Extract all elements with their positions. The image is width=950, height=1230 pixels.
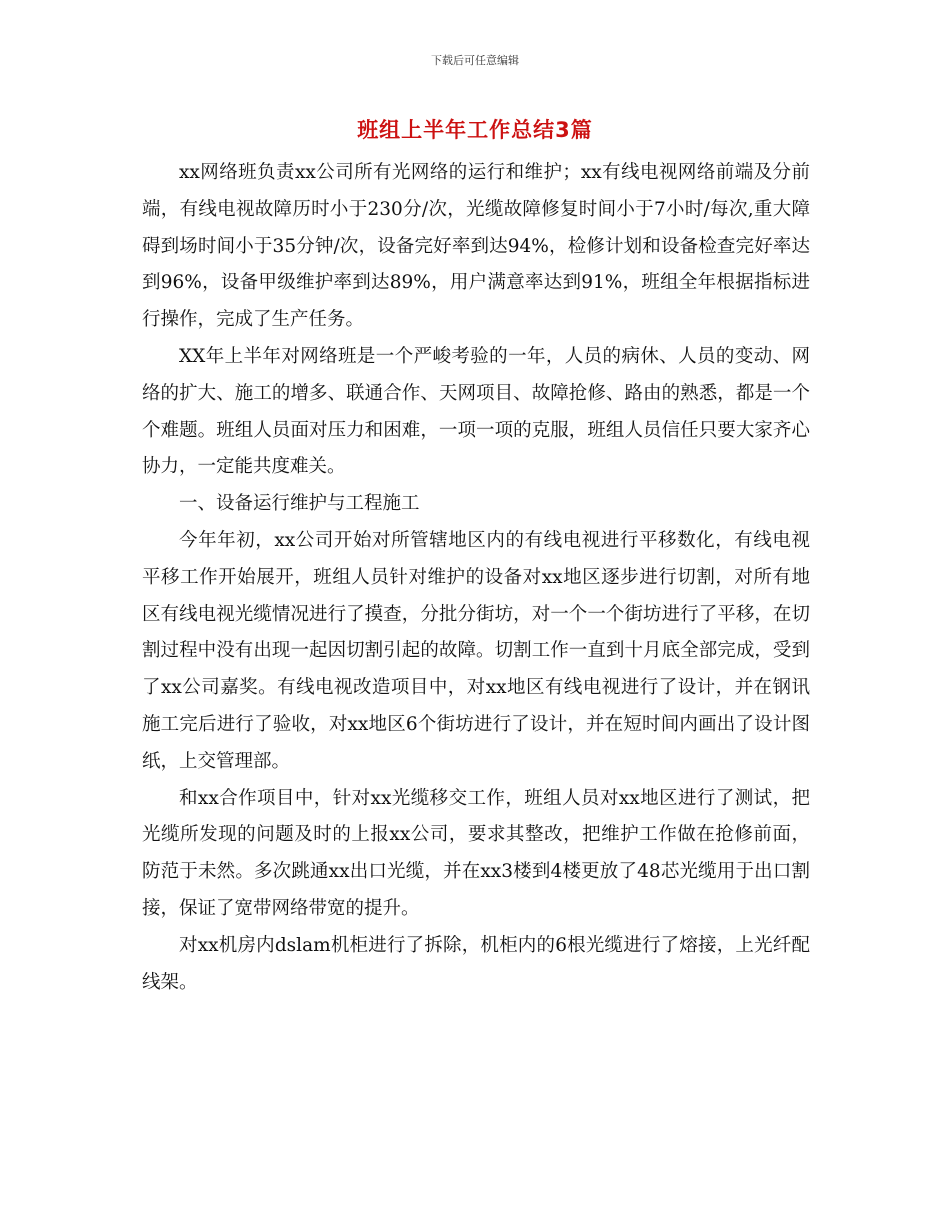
paragraph: XX年上半年对网络班是一个严峻考验的一年，人员的病休、人员的变动、网络的扩大、施工的增多、联通合作、天网项目、故障抢修、路由的熟悉，都是一个个难题。班组人员面对压力和困难，一项一项的克服，班组人员信任只要大家齐心协力，一定能共度难关。: [142, 345, 810, 478]
document-body: [142, 155, 810, 1001]
paragraph: xx网络班负责xx公司所有光网络的运行和维护；xx有线电视网络前端及分前端，有线电视故障历时小于230分/次，光缆故障修复时间小于7小时/每次,重大障碍到场时间小于35分钟/次，设备完好率到达94%，检修计划和设备检查完好率达到96%，设备甲级维护率到达89%，用户满意率达到91%，班组全年根据指标进行操作，完成了生产任务。: [142, 162, 810, 331]
paragraph: 对xx机房内dslam机柜进行了拆除，机柜内的6根光缆进行了熔接，上光纤配线架。: [142, 934, 810, 993]
document-title: 班组上半年工作总结3篇: [357, 118, 593, 142]
paragraph: 和xx合作项目中，针对xx光缆移交工作，班组人员对xx地区进行了测试，把光缆所发现的问题及时的上报xx公司，要求其整改，把维护工作做在抢修前面，防范于未然。多次跳通xx出口光缆，并在xx3楼到4楼更放了48芯光缆用于出口割接，保证了宽带网络带宽的提升。: [142, 787, 810, 919]
header-note: 下载后可任意编辑: [431, 54, 519, 67]
section-heading: 一、设备运行维护与工程施工: [179, 493, 420, 515]
paragraph: 今年年初，xx公司开始对所管辖地区内的有线电视进行平移数化，有线电视平移工作开始展开，班组人员针对维护的设备对xx地区逐步进行切割，对所有地区有线电视光缆情况进行了摸查，分批分街坊，对一个一个街坊进行了平移，在切割过程中没有出现一起因切割引起的故障。切割工作一直到十月底全部完成，受到了xx公司嘉奖。有线电视改造项目中，对xx地区有线电视进行了设计，并在钢讯施工完后进行了验收，对xx地区6个街坊进行了设计，并在短时间内画出了设计图纸，上交管理部。: [142, 529, 810, 772]
